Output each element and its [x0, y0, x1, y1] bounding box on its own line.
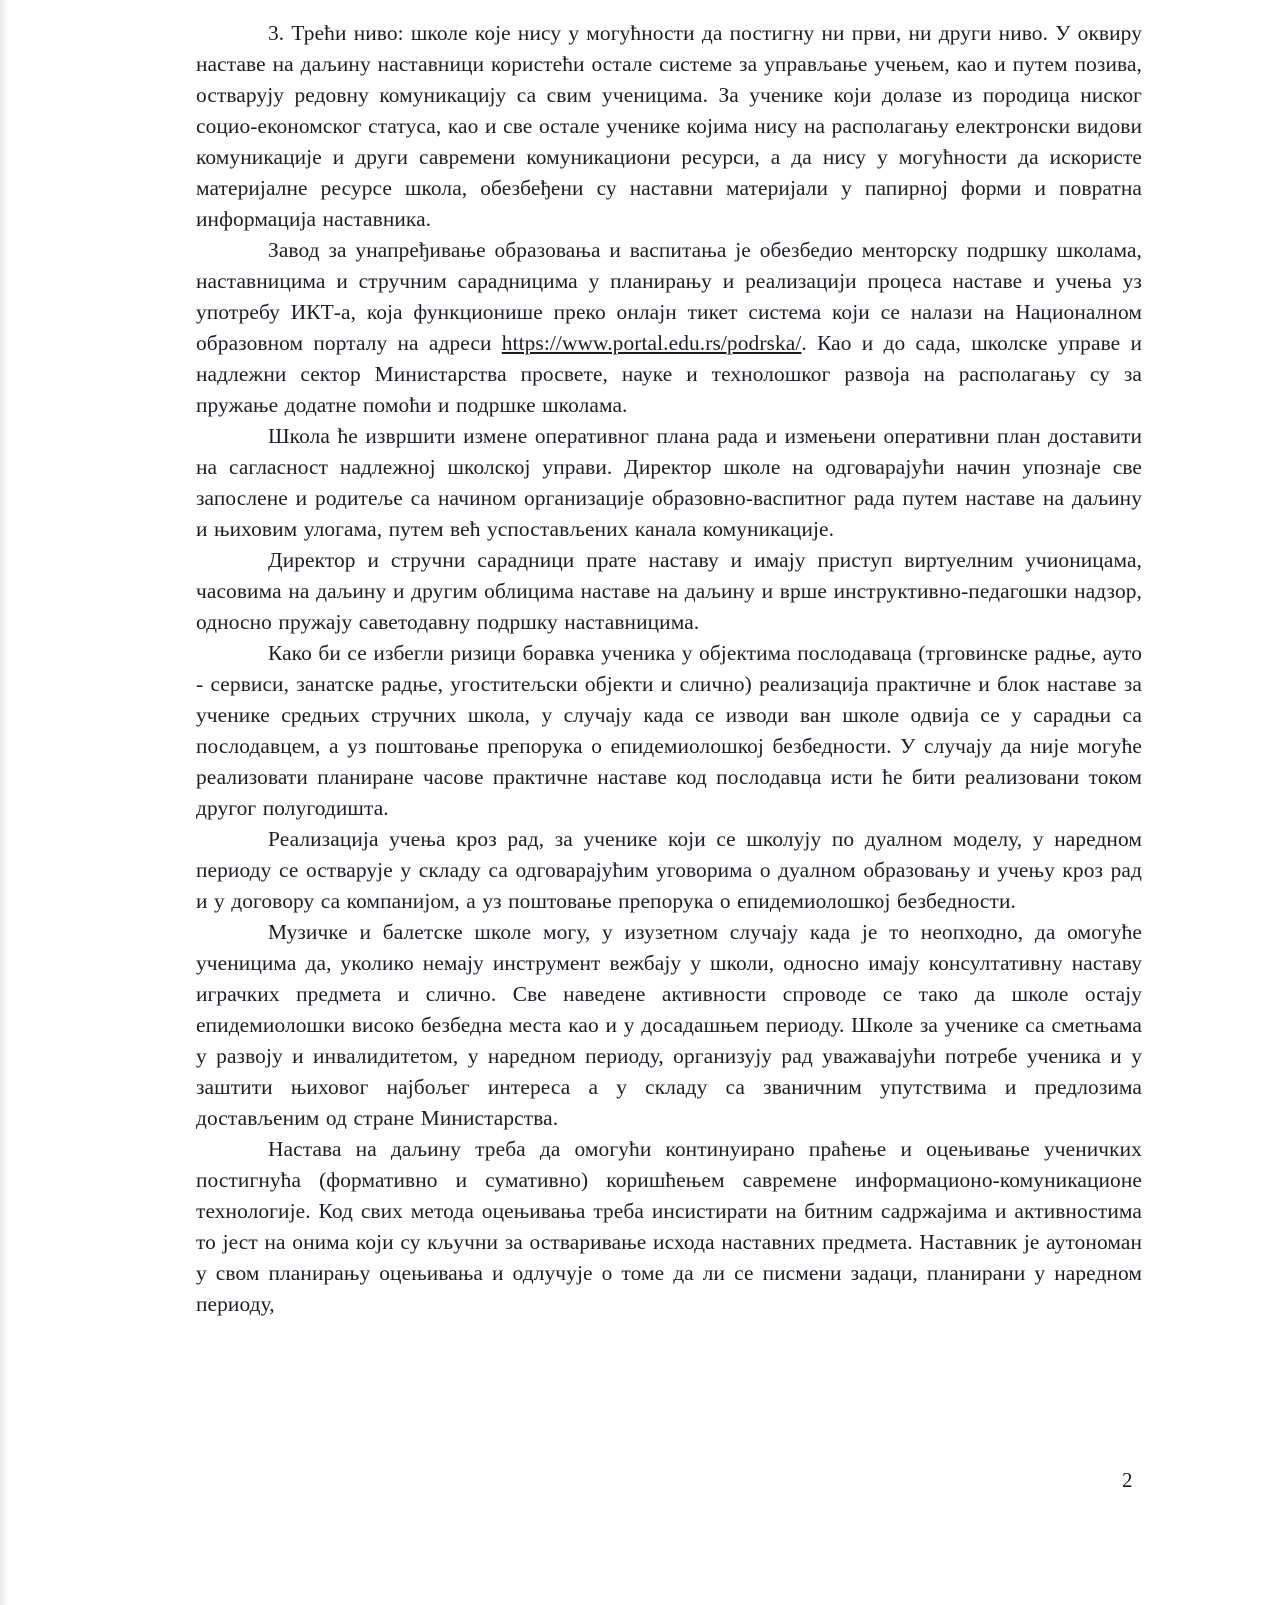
document-page: [196, 18, 1142, 1320]
paragraph-director-oversight: Директор и стручни сарадници прате наставу и имају приступ виртуелним учионицама, часовима на даљину и другим облицима наставе на даљину и врше инструктивно-педагошки надзор, односно пружају саветодавну подршку наставницима.: [196, 548, 1142, 634]
paragraph-third-level: 3. Трећи ниво: школе које нису у могућности да постигну ни први, ни други ниво. У оквиру наставе на даљину наставници користећи остале системе за управљање учењем, као и путем позива, остварују редовну комуникацију са свим ученицима. За ученике који долазе из породица ниског социо-економског статуса, као и све остале ученике којима нису на располагању електронски видови комуникације и други савремени комуникациони ресурси, а да нису у могућности да искористе материјалне ресурсе школа, обезбеђени су наставни материјали у папирној форми и повратна информација наставника.: [196, 21, 1142, 231]
support-portal-link[interactable]: https://www.portal.edu.rs/podrska/: [501, 331, 802, 355]
paragraph-music-ballet-schools: Музичке и балетске школе могу, у изузетном случају када је то неопходно, да омогуће ученицима да, уколико немају инструмент вежбају у школи, односно имају консултативну наставу играчких предмета и слично. Све наведене активности спроводе се тако да школе остају епидемиолошки високо безбедна места као и у досадашњем периоду. Школе за ученике са сметњама у развоју и инвалидитетом, у наредном периоду, организују рад уважавајући потребе ученика и у заштити њиховог најбољег интереса а у складу са званичним упутствима и предлозима достављеним од стране Министарства.: [196, 920, 1142, 1130]
paragraph-operational-plan: Школа ће извршити измене оперативног плана рада и измењени оперативни план доставити на сагласност надлежној школској управи. Директор школе на одговарајући начин упознаје све запослене и родитеље са начином организације образовно-васпитног рада путем наставе на даљину и њиховим улогама, путем већ успостављених канала комуникације.: [196, 424, 1142, 541]
paragraph-institute-support-text-before: Завод за унапређивање образовања и васпитања је обезбедио менторску подршку школама, наставницима и стручним сарадницима у планирању и реализацији процеса наставе и учења уз употребу ИКТ-а, која функционише преко онлајн тикет система који се налази на Националном образовном порталу на адреси: [196, 238, 1142, 355]
scan-edge-shadow: [0, 0, 8, 1605]
paragraph-institute-support: [196, 235, 1142, 421]
page-number: 2: [1122, 1468, 1133, 1492]
paragraph-assessment: Настава на даљину треба да омогући континуирано праћење и оцењивање ученичких постигнућа (формативно и сумативно) коришћењем савремене информационо-комуникационе технологије. Код свих метода оцењивања треба инсистирати на битним садржајима и активностима то јест на онима који су кључни за остваривање исхода наставних предмета. Наставник је аутономан у свом планирању оцењивања и одлучује о томе да ли се писмени задаци, планирани у наредном периоду,: [196, 1137, 1142, 1316]
paragraph-dual-model: Реализација учења кроз рад, за ученике који се школују по дуалном моделу, у наредном периоду се остварује у складу са одговарајућим уговорима о дуалном образовању и учењу кроз рад и у договору са компанијом, а уз поштовање препорука о епидемиолошкој безбедности.: [196, 827, 1142, 913]
paragraph-practical-teaching: Како би се избегли ризици боравка ученика у објектима послодаваца (трговинске радње, ауто - сервиси, занатске радње, угоститељски објекти и слично) реализација практичне и блок наставе за ученике средњих стручних школа, у случају када се изводи ван школе одвија се у сарадњи са послодавцем, а уз поштовање препорука о епидемиолошкој безбедности. У случају да није могуће реализовати планиране часове практичне наставе код послодавца исти ће бити реализовани током другог полугодишта.: [196, 641, 1142, 820]
paragraph-institute-support-text-after: . Као и до сада, школске управе и надлежни сектор Министарства просвете, науке и технолошког развоја на располагању су за пружање додатне помоћи и подршке школама.: [196, 331, 1143, 417]
